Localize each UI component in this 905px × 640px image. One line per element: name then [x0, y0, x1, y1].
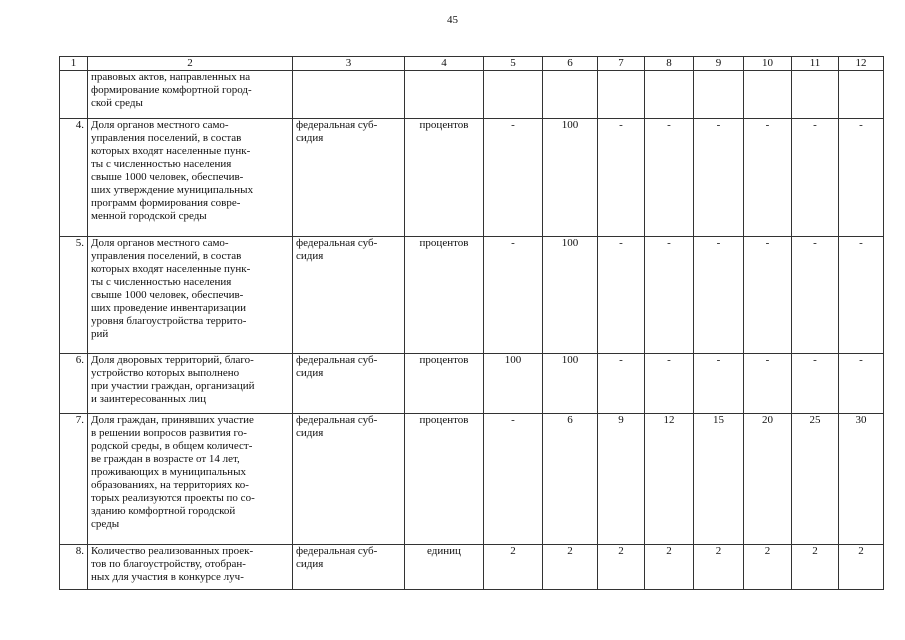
value-cell: 100 [543, 119, 598, 237]
header-cell: 5 [484, 57, 543, 71]
header-cell: 2 [88, 57, 293, 71]
indicator-name: Доля органов местного само- управления поселений, в состав которых входят населенные пунк- ты с численностью населения свыше 1000 человек, обеспечив- ших утверждение муниципальных программ формирования совре- менной городской среды [88, 119, 293, 237]
row-number: 5. [60, 237, 88, 354]
value-cell: - [792, 237, 839, 354]
header-row [60, 57, 884, 71]
value-cell: - [645, 237, 694, 354]
unit: процентов [405, 237, 484, 354]
value-cell [543, 71, 598, 119]
value-cell: 2 [543, 545, 598, 590]
table-row [60, 71, 884, 119]
header-cell: 6 [543, 57, 598, 71]
row-number: 7. [60, 414, 88, 545]
value-cell: - [839, 119, 884, 237]
value-cell: - [598, 237, 645, 354]
funding-source: федеральная суб- сидия [293, 354, 405, 414]
value-cell: - [484, 237, 543, 354]
header-cell: 12 [839, 57, 884, 71]
header-cell: 11 [792, 57, 839, 71]
header-cell: 4 [405, 57, 484, 71]
value-cell: 15 [694, 414, 744, 545]
value-cell: - [598, 119, 645, 237]
table-row [60, 237, 884, 354]
value-cell: 9 [598, 414, 645, 545]
value-cell: 25 [792, 414, 839, 545]
value-cell: - [694, 119, 744, 237]
value-cell: 20 [744, 414, 792, 545]
value-cell [839, 71, 884, 119]
value-cell: 12 [645, 414, 694, 545]
funding-source: федеральная суб- сидия [293, 414, 405, 545]
value-cell: 2 [694, 545, 744, 590]
indicator-name: правовых актов, направленных на формирование комфортной город- ской среды [88, 71, 293, 119]
indicator-name: Доля органов местного само- управления поселений, в состав которых входят населенные пунк- ты с численностью населения свыше 1000 человек, обеспечив- ших проведение инвентаризации уровня благоустройства террито- рий [88, 237, 293, 354]
funding-source: федеральная суб- сидия [293, 237, 405, 354]
header-cell: 7 [598, 57, 645, 71]
value-cell: - [792, 354, 839, 414]
header-cell: 1 [60, 57, 88, 71]
value-cell: - [744, 237, 792, 354]
table-row [60, 545, 884, 590]
indicator-name: Доля дворовых территорий, благо- устройство которых выполнено при участии граждан, организаций и заинтересованных лиц [88, 354, 293, 414]
value-cell: - [694, 354, 744, 414]
table-row [60, 119, 884, 237]
row-number: 4. [60, 119, 88, 237]
indicators-table [59, 56, 884, 590]
value-cell: 30 [839, 414, 884, 545]
value-cell: - [792, 119, 839, 237]
value-cell: - [839, 237, 884, 354]
indicator-name: Количество реализованных проек- тов по благоустройству, отобран- ных для участия в конкурсе луч- [88, 545, 293, 590]
value-cell: - [484, 119, 543, 237]
value-cell: - [598, 354, 645, 414]
table-row [60, 414, 884, 545]
value-cell: 2 [744, 545, 792, 590]
value-cell: 100 [543, 354, 598, 414]
row-number: 8. [60, 545, 88, 590]
value-cell [792, 71, 839, 119]
value-cell: - [744, 119, 792, 237]
row-number: 6. [60, 354, 88, 414]
value-cell: 2 [792, 545, 839, 590]
value-cell [744, 71, 792, 119]
value-cell [694, 71, 744, 119]
value-cell [484, 71, 543, 119]
unit: процентов [405, 354, 484, 414]
value-cell: 100 [484, 354, 543, 414]
unit: процентов [405, 414, 484, 545]
value-cell: - [744, 354, 792, 414]
header-cell: 10 [744, 57, 792, 71]
header-cell: 8 [645, 57, 694, 71]
unit [405, 71, 484, 119]
funding-source: федеральная суб- сидия [293, 545, 405, 590]
row-number [60, 71, 88, 119]
value-cell [645, 71, 694, 119]
value-cell: 100 [543, 237, 598, 354]
header-cell: 9 [694, 57, 744, 71]
value-cell: 2 [839, 545, 884, 590]
value-cell: 6 [543, 414, 598, 545]
value-cell [598, 71, 645, 119]
page-number: 45 [447, 14, 458, 26]
value-cell: - [645, 354, 694, 414]
unit: процентов [405, 119, 484, 237]
indicator-name: Доля граждан, принявших участие в решении вопросов развития го- родской среды, в общем количест- ве граждан в возрасте от 14 лет, проживающих в муниципальных образованиях, на территориях ко- торых реализуются проекты по со- зданию комфортной городской среды [88, 414, 293, 545]
funding-source [293, 71, 405, 119]
header-cell: 3 [293, 57, 405, 71]
value-cell: - [694, 237, 744, 354]
value-cell: - [484, 414, 543, 545]
value-cell: - [839, 354, 884, 414]
value-cell: 2 [484, 545, 543, 590]
value-cell: 2 [598, 545, 645, 590]
table-row [60, 354, 884, 414]
value-cell: - [645, 119, 694, 237]
value-cell: 2 [645, 545, 694, 590]
funding-source: федеральная суб- сидия [293, 119, 405, 237]
unit: единиц [405, 545, 484, 590]
